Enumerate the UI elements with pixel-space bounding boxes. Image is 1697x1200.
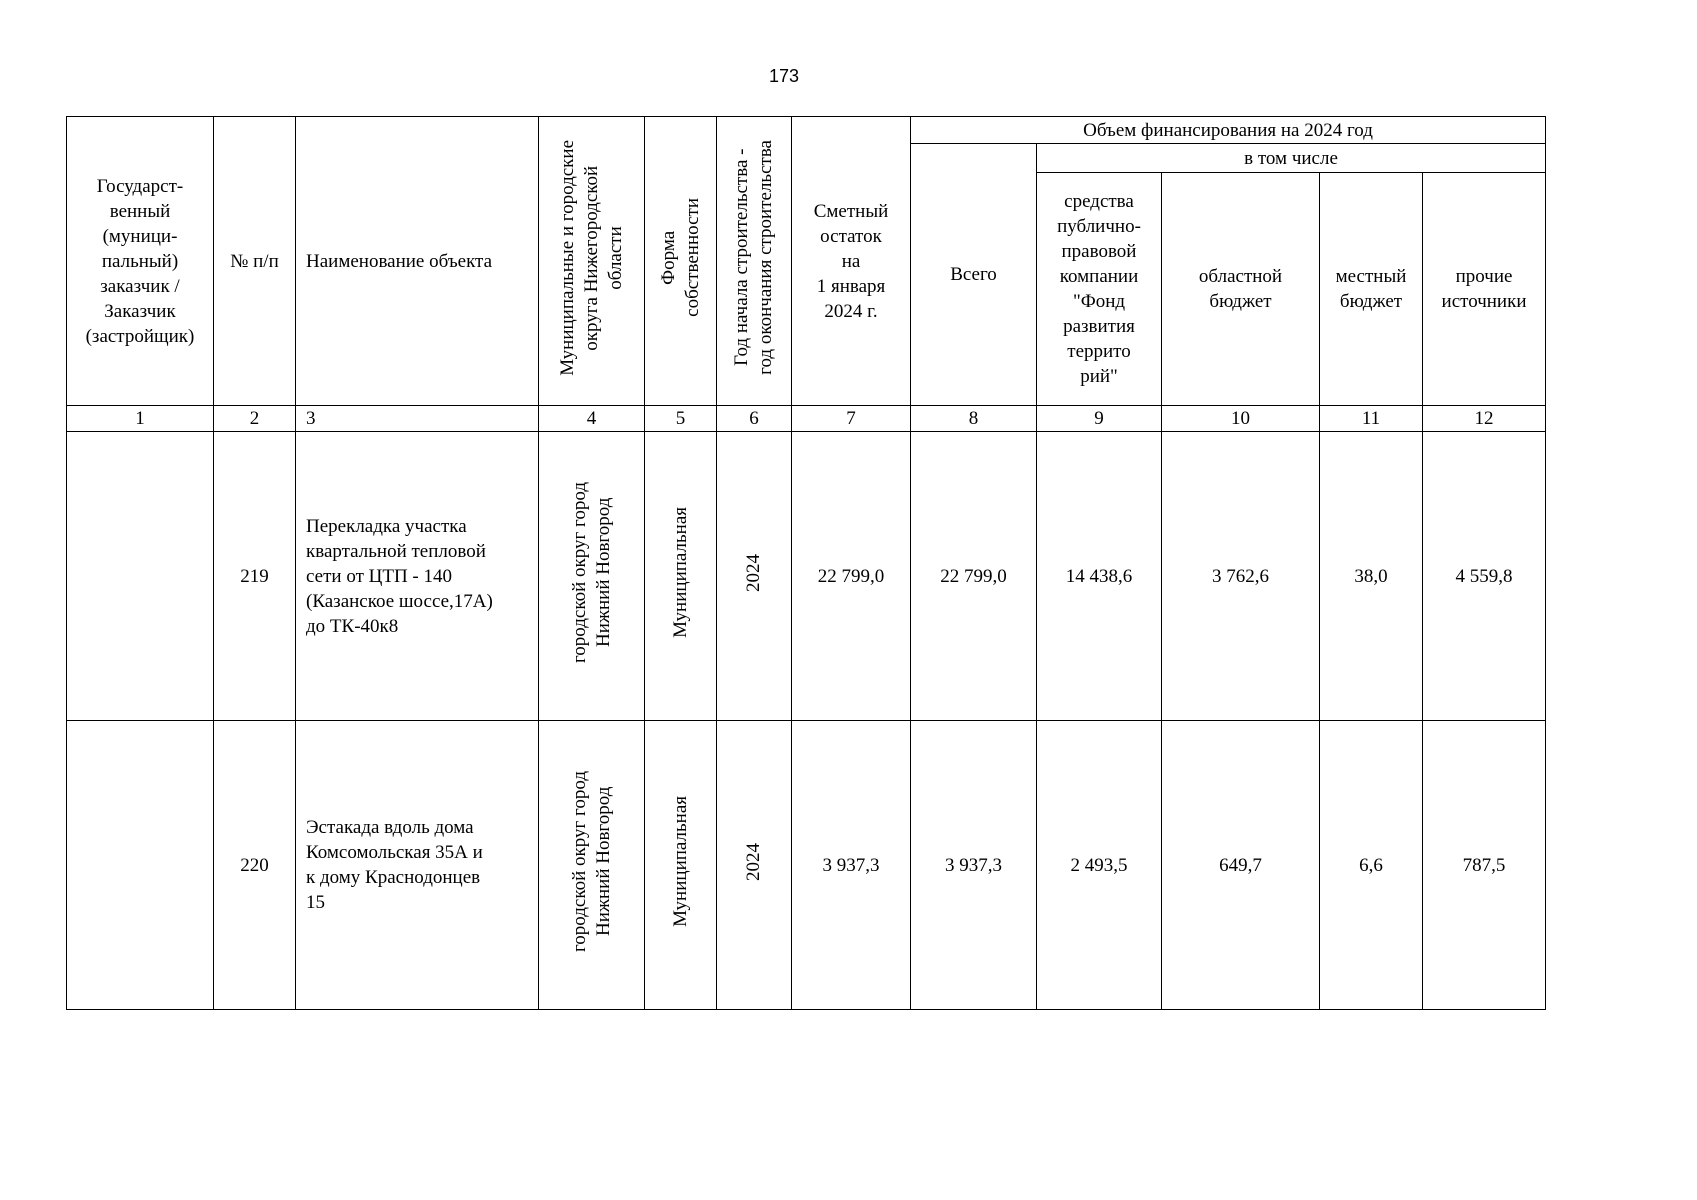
column-number: 10 bbox=[1162, 406, 1320, 432]
header-including: в том числе bbox=[1037, 144, 1546, 173]
cell-total: 22 799,0 bbox=[911, 432, 1037, 721]
cell-total: 3 937,3 bbox=[911, 721, 1037, 1010]
header-municipality: Муниципальные и городские округа Нижегородской области bbox=[539, 117, 645, 406]
column-number: 8 bbox=[911, 406, 1037, 432]
cell-local: 38,0 bbox=[1320, 432, 1423, 721]
column-number: 9 bbox=[1037, 406, 1162, 432]
header-years: Год начала строительства - год окончания строительства bbox=[717, 117, 792, 406]
header-total: Всего bbox=[911, 144, 1037, 406]
header-number: № п/п bbox=[214, 117, 296, 406]
table-row bbox=[67, 721, 1546, 1010]
cell-customer bbox=[67, 432, 214, 721]
column-number: 3 bbox=[296, 406, 539, 432]
cell-other: 4 559,8 bbox=[1423, 432, 1546, 721]
cell-number: 220 bbox=[214, 721, 296, 1010]
header-funding-group: Объем финансирования на 2024 год bbox=[911, 117, 1546, 144]
cell-years: 2024 bbox=[717, 432, 792, 721]
header-customer: Государст- венный (муници- пальный) заказчик / Заказчик (застройщик) bbox=[67, 117, 214, 406]
cell-fund: 2 493,5 bbox=[1037, 721, 1162, 1010]
financing-table bbox=[66, 116, 1546, 1010]
column-number: 12 bbox=[1423, 406, 1546, 432]
cell-years: 2024 bbox=[717, 721, 792, 1010]
cell-fund: 14 438,6 bbox=[1037, 432, 1162, 721]
column-number: 1 bbox=[67, 406, 214, 432]
header-local: местный бюджет bbox=[1320, 173, 1423, 406]
header-object-name: Наименование объекта bbox=[296, 117, 539, 406]
cell-municipality: городской округ город Нижний Новгород bbox=[539, 721, 645, 1010]
header-fund: средства публично- правовой компании "Фонд развития террито рий" bbox=[1037, 173, 1162, 406]
cell-regional: 3 762,6 bbox=[1162, 432, 1320, 721]
header-estimate: Сметный остаток на 1 января 2024 г. bbox=[792, 117, 911, 406]
cell-estimate: 22 799,0 bbox=[792, 432, 911, 721]
column-number: 5 bbox=[645, 406, 717, 432]
cell-local: 6,6 bbox=[1320, 721, 1423, 1010]
column-number: 7 bbox=[792, 406, 911, 432]
header-regional: областной бюджет bbox=[1162, 173, 1320, 406]
header-ownership: Форма собственности bbox=[645, 117, 717, 406]
header-other: прочие источники bbox=[1423, 173, 1546, 406]
column-number: 6 bbox=[717, 406, 792, 432]
column-number: 11 bbox=[1320, 406, 1423, 432]
cell-estimate: 3 937,3 bbox=[792, 721, 911, 1010]
cell-regional: 649,7 bbox=[1162, 721, 1320, 1010]
column-number-row bbox=[67, 406, 1546, 432]
cell-number: 219 bbox=[214, 432, 296, 721]
column-number: 2 bbox=[214, 406, 296, 432]
table-row bbox=[67, 432, 1546, 721]
cell-object-name: Эстакада вдоль дома Комсомольская 35А и к дому Краснодонцев 15 bbox=[296, 721, 539, 1010]
cell-ownership: Муниципальная bbox=[645, 432, 717, 721]
cell-municipality: городской округ город Нижний Новгород bbox=[539, 432, 645, 721]
cell-ownership: Муниципальная bbox=[645, 721, 717, 1010]
cell-customer bbox=[67, 721, 214, 1010]
cell-other: 787,5 bbox=[1423, 721, 1546, 1010]
cell-object-name: Перекладка участка квартальной тепловой сети от ЦТП - 140 (Казанское шоссе,17А) до ТК-40к8 bbox=[296, 432, 539, 721]
page-number: 173 bbox=[768, 66, 800, 86]
column-number: 4 bbox=[539, 406, 645, 432]
